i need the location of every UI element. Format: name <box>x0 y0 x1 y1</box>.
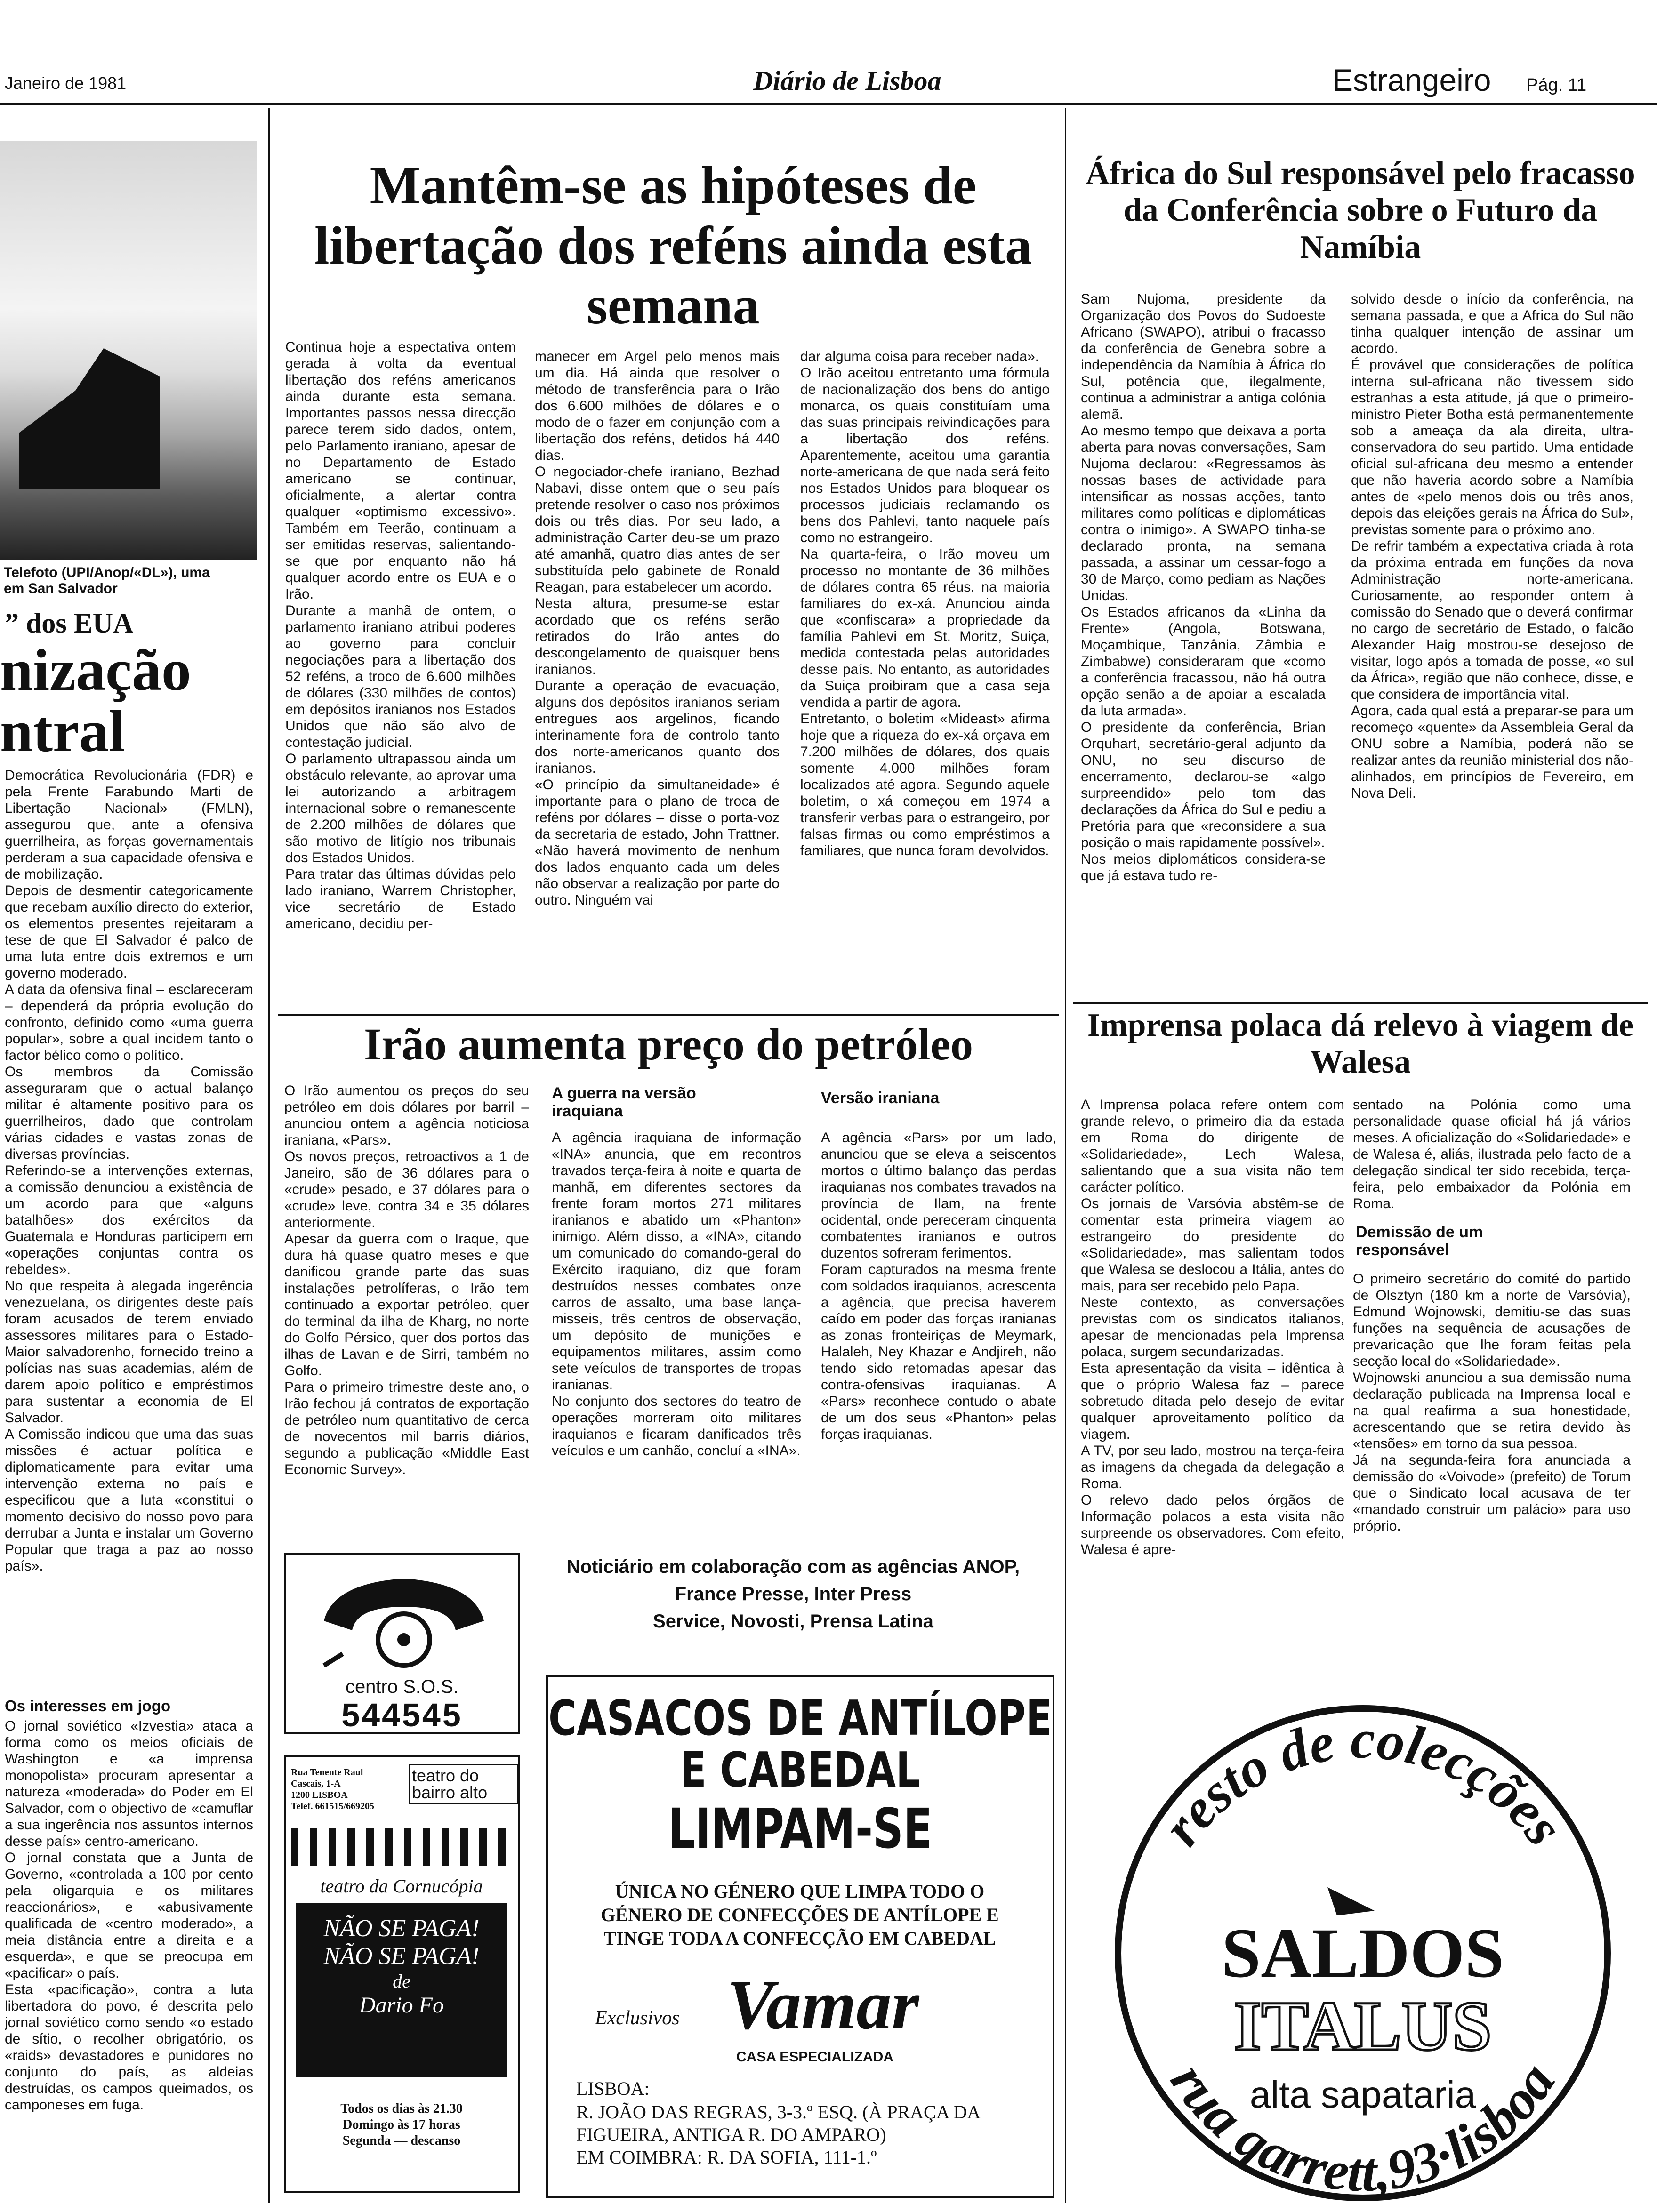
vamar-line-3: LIMPAM-SE <box>668 1797 933 1861</box>
page-number: Pág. 11 <box>1526 75 1587 95</box>
italus-saldos: SALDOS <box>1221 1914 1504 1992</box>
column-rule <box>1065 108 1066 2203</box>
italus-ad <box>1083 1704 1643 2203</box>
svg-text:resto de colecções <box>1150 1708 1575 1857</box>
vamar-body: ÚNICA NO GÉNERO QUE LIMPA TODO O GÉNERO DE CONFECÇÕES DE ANTÍLOPE E TINGE TODA A CONFECÇÃO EM CABEDAL <box>601 1881 999 1949</box>
play-by: de <box>393 1971 410 1992</box>
photo-figure <box>19 348 160 489</box>
vamar-exclusivos: Exclusivos <box>595 2007 680 2029</box>
news-photo <box>0 141 257 560</box>
petroleo-column-3: A agência «Pars» por um lado, anunciou que se eleva a seiscentos mortos o último balanço das perdas iraquianas nos combates travados na província de Ilam, na frente ocidental, onde pereceram cinquenta combatentes iranianos e outros duzentos sofreram ferimentos. Foram capturados na mesma frente com soldados iraquianos, acrescenta a agência, que precisa haverem caído em poder das forças iranianas as zonas fronteiriças de Meymark, Halaleh, Ney Khazar e Andjireh, não tendo sido retomadas apesar das contra-ofensivas iraquianas. A «Pars» reconhece contudo o abate de um dos seus «Phanton» pelas forças iraquianas. <box>821 1130 1056 1442</box>
walesa-column-2: sentado na Polónia como uma personalidade quase oficial há já vários meses. A oficialização do «Solidariedade» e de Walesa é, aliás, ilustrada pelo facto de a delegação sindical ter sido recebida, terça-feira, pelo embaixador da Polónia em Roma. <box>1353 1097 1631 1211</box>
walesa-headline: Imprensa polaca dá relevo à viagem de Walesa <box>1087 1007 1634 1081</box>
petroleo-subhead-2: A guerra na versão iraquiana <box>552 1084 696 1120</box>
sos-name: centro S.O.S. <box>345 1676 459 1697</box>
arrow-icon <box>1327 1887 1375 1915</box>
vamar-casa: CASA ESPECIALIZADA <box>736 2049 893 2065</box>
left-subhead: Os interesses em jogo <box>5 1697 171 1715</box>
vamar-address: R. JOÃO DAS REGRAS, 3-3.º ESQ. (À PRAÇA DA FIGUEIRA, ANTIGA R. DO AMPARO) EM COIMBRA: R. DA SOFIA, 111-1.º <box>576 2101 980 2168</box>
petroleo-column-2: A agência iraquiana de informação «INA» anuncia, que em recontros travados terça-feira à noite e quarta de manhã, em diferentes sectores da frente foram mortos 271 militares iranianos e abatido um «Phanton» inimigo. Além disso, a «INA», citando um comunicado do comando-geral do Exército iraquiano, diz que foram destruídos nesses combates onze carros de assalto, uma base lança-misseis, três centros de observação, um depósito de munições e equipamentos militares, assim como sete veículos de transportes de tropas iranianas. No conjunto dos sectores do teatro de operações morreram oito militares iraquianos e ficaram danificados três veículos e um canhão, concluí a «INA». <box>552 1130 801 1459</box>
theatre-address: Rua Tenente Raul Cascais, 1-A 1200 LISBOA Telef. 661515/669205 <box>291 1767 375 1811</box>
credit-line-3: Service, Novosti, Prensa Latina <box>653 1611 933 1632</box>
sos-phone: 544545 <box>341 1697 463 1733</box>
walesa-column-1: A Imprensa polaca refere ontem com grande relevo, o primeiro dia da estada em Roma do dirigente de «Solidariedade», Lech Walesa, salientando que a sua visita não tem carácter político. Os jornais de Varsóvia abstêm-se de comentar esta primeira viagem ao estrangeiro do presidente do «Solidariedade», mas salientam todos que Walesa se deslocou a Itália, antes do mais, para ser recebido pelo Papa. Neste contexto, as conversações previstas com os sindicatos italianos, apesar de mencionadas pela Imprensa polaca, surgem secundarizadas. Esta apresentação da visita – idêntica à que o próprio Walesa faz – parece sobretudo ditada pelo desejo de evitar qualquer aproveitamento político da viagem. A TV, por seu lado, mostrou na terça-feira as imagens da chegada da delegação a Roma. O relevo dado pelos órgãos de Informação polacos a esta visita não surpreende os observadores. Com efeito, Walesa é apre- <box>1081 1097 1344 1557</box>
play-poster <box>296 1903 507 2077</box>
theatre-ad <box>284 1755 520 2193</box>
left-kicker: ” dos EUA <box>5 608 134 639</box>
play-title-1: NÃO SE PAGA! <box>323 1915 480 1942</box>
petroleo-column-1: O Irão aumentou os preços do seu petróleo em dois dólares por barril – anunciou ontem a agência noticiosa iraniana, «Pars». Os novos preços, retroactivos a 1 de Janeiro, são de 36 dólares para o «crude» pesado, e 37 dólares para o «crude» leve, contra 34 e 35 dólares anteriormente. Apesar da guerra com o Iraque, que dura há quase quatro meses e que danificou grande parte das suas instalações petrolíferas, o Irão tem continuado a exportar petróleo, quer do terminal da ilha de Kharg, no norte do Golfo Pérsico, quer dos portos das ilhas de Lavan e de Sirri, também no Golfo. Para o primeiro trimestre deste ano, o Irão fechou já contratos de exportação de petróleo num quantitativo de cerca de novecentos mil barris diários, segundo a publicação «Middle East Economic Survey». <box>284 1083 529 1477</box>
vamar-ad <box>546 1675 1054 2198</box>
refens-column-2: manecer em Argel pelo menos mais um dia. Há ainda que resolver o método de transferência para o Irão dos 6.600 milhões de dólares e o modo de o fazer em conjunção com a libertação dos reféns, detidos há 440 dias. O negociador-chefe iraniano, Bezhad Nabavi, disse ontem que o seu país pretende resolver o caso nos próximos dois ou três dias. Por seu lado, a administração Carter deu-se um prazo até amanhã, quatro dias antes de ser substituída pelo gabinete de Ronald Reagan, para estabelecer um acordo. Nesta altura, presume-se estar acordado que os reféns serão retirados do Irão antes do descongelamento de quaisquer bens iranianos. Durante a operação de evacuação, alguns dos depósitos iranianos seriam entregues aos argelinos, ficando interinamente fora de controlo tanto dos norte-americanos quanto dos iranianos. «O princípio da simultaneidade» é importante para o plano de troca de reféns por dólares – disse o porta-voz da secretaria de estado, John Trattner. «Não haverá movimento de nenhum dos lados enquanto cada um deles não observar a realização por parte do outro. Ninguém vai <box>535 349 780 908</box>
photo-caption: Telefoto (UPI/Anop/«DL»), uma em San Salvador <box>4 565 210 596</box>
theatre-hours: Todos os dias às 21.30 Domingo às 17 horas Segunda — descanso <box>340 2101 463 2148</box>
vamar-lisboa: LISBOA: <box>576 2078 650 2099</box>
italus-name: ITALUS <box>1234 1987 1492 2065</box>
theatre-logo: teatro do bairro alto <box>409 1764 519 1804</box>
petroleo-headline: Irão aumenta preço do petróleo <box>363 1019 973 1069</box>
section-title: Estrangeiro <box>1332 63 1491 97</box>
credit-line-1: Noticiário em colaboração com as agências ANOP, <box>566 1556 1020 1577</box>
italus-subtitle: alta sapataria <box>1249 2074 1476 2116</box>
news-agencies-credit <box>537 1553 1050 1635</box>
section-rule <box>1073 1002 1648 1004</box>
left-article-text-2: O jornal soviético «Izvestia» ataca a forma como os meios oficiais de Washington e «a imprensa monopolista» procuram apresentar a natureza «moderada» do Poder em El Salvador, com o objectivo de «camuflar a sua ingerência nos assuntos internos desse país» centro-americano. O jornal constata que a Junta de Governo, «controlada a 100 por cento pela oligarquia e os militares reaccionários», e «abusivamente qualificada de «centro moderado», a meia distância entre a direita e a esquerda», e que se preocupa em «pacificar» o país. Esta «pacificação», contra a luta libertadora do povo, é descrita pelo jornal soviético como sendo «o estado de sítio, o recolher obrigatório, os «raids» devastadores e punidores no conjunto do país, as aldeias destruídas, os campos queimados, os camponeses em fuga. <box>5 1718 253 2113</box>
column-rule <box>268 108 270 2203</box>
left-article-text: Democrática Revolucionária (FDR) e pela Frente Farabundo Marti de Libertação Nacional» (FMLN), assegurou que, ante a ofensiva guerrilheira, as forças governamentais perderam a sua capacidade ofensiva e de mobilização. Depois de desmentir categoricamente que recebam auxílio directo do exterior, os elementos presentes rejeitaram a tese de que El Salvador é palco de uma luta entre dois extremos e um governo moderado. A data da ofensiva final – esclareceram – dependerá da própria evolução do confronto, definido como «uma guerra popular», sobre a qual incidem tanto o factor bélico como o político. Os membros da Comissão asseguraram que o actual balanço militar é altamente positivo para os guerrilheiros, dado que controlam várias cidades e vastas zonas de diversas províncias. Referindo-se a intervenções externas, a comissão denunciou a existência de um acordo para que «alguns batalhões» dos exércitos da Guatemala e Honduras participem em «operações conjuntas contra os rebeldes». No que respeita à alegada ingerência venezuelana, os dirigentes deste país foram acusados de terem enviado assessores militares para o Estado-Maior salvadorenho, fornecido treino a polícias nas suas academias, além de darem apoio político e empréstimos para sustentar a economia de El Salvador. A Comissão indicou que uma das suas missões é actuar política e diplomaticamente para evitar uma intervenção externa no país e especificou que a luta «constitui o momento decisivo do nosso povo para derrubar a Junta e instalar um Governo Popular que traga a paz ao nosso país». <box>5 768 253 1574</box>
theatre-company: teatro da Cornucópia <box>320 1875 483 1897</box>
vamar-line-1: CASACOS DE ANTÍLOPE <box>548 1691 1052 1747</box>
left-headline-2: ntral <box>0 699 125 764</box>
refens-column-3: dar alguma coisa para receber nada». O Irão aceitou entretanto uma fórmula de nacionalização dos bens do antigo monarca, os quais constituíam uma das suas principais reivindicações para a libertação dos reféns. Aparentemente, aceitou uma garantia norte-americana de que nada será feito nos Estados Unidos para bloquear os processos judiciais reclamando os bens dos Pahlevi, tanto naquele país como no estrangeiro. Na quarta-feira, o Irão moveu um processo no montante de 36 milhões de dólares contra 65 réus, na maioria familiares do ex-xá. Anunciou ainda que «confiscara» a propriedade da família Pahlevi em St. Moritz, Suiça, medida contestada pelas autoridades desse país. No entanto, as autoridades da Suiça proibiram que a casa seja vendida a partir de agora. Entretanto, o boletim «Mideast» afirma hoje que a riqueza do ex-xá orçava em 7.200 milhões de dólares, dos quais somente 4.000 milhões foram localizados até agora. Segundo aquele boletim, o xá começou em 1974 a transferir verbas para o estrangeiro, por falsas firmas ou como empréstimos a familiares, que nunca foram devolvidos. <box>800 349 1050 858</box>
vamar-line-2: E CABEDAL <box>680 1742 921 1798</box>
walesa-subhead: Demissão de um responsável <box>1356 1223 1483 1259</box>
telephone-icon <box>314 1564 493 1673</box>
vamar-logo: Vamar <box>727 1966 919 2044</box>
namibia-headline: África do Sul responsável pelo fracasso da Conferência sobre o Futuro da Namíbia <box>1086 155 1635 265</box>
theatre-figures <box>291 1828 512 1866</box>
header-date: Janeiro de 1981 <box>5 73 127 93</box>
refens-column-1: Continua hoje a espectativa ontem gerada à volta da eventual libertação dos reféns americanos ainda durante esta semana. Importantes passos nessa direcção parece terem sido dados, ontem, pelo Parlamento iraniano, apesar de no Departamento de Estado americano se continuar, oficialmente, a alertar contra qualquer «optimismo excessivo». Também em Teerão, continuam a ser emitidas reservas, salientando-se que por enquanto não há qualquer acordo entre os EUA e o Irão. Durante a manhã de ontem, o parlamento iraniano atribui poderes ao governo para concluir negociações para a libertação dos 52 reféns, a troco de 6.600 milhões de dólares (330 milhões de contos) em depósitos iranianos nos Estados Unidos que não são alvo de contestação judicial. O parlamento ultrapassou ainda um obstáculo relevante, ao aprovar uma lei autorizando a arbitragem internacional sobre o remanescente de 2.200 milhões de dólares que são motivo de litígio nos tribunais dos Estados Unidos. Para tratar das últimas dúvidas pelo lado iraniano, Warrem Christopher, vice secretário de Estado americano, decidiu per- <box>285 339 516 931</box>
masthead: Diário de Lisboa <box>753 65 941 96</box>
walesa-column-2b: O primeiro secretário do comité do partido de Olsztyn (180 km a norte de Varsóvia), Edmund Wojnowski, demitiu-se das suas funções na sequência de acusações de prevaricação que lhe foram feitas pela secção local do «Solidariedade». Wojnowski anunciou a sua demissão numa declaração publicada na Imprensa local e na qual reafirma a sua honestidade, acrescentando que se retira devido às «tensões» em torno da sua pessoa. Já na segunda-feira fora anunciada a demissão do «Voivode» (prefeito) de Torum que o Sindicato local acusava de ter «mandado construir um palácio» para uso próprio. <box>1353 1271 1631 1534</box>
italus-arc-bottom: rua garrett,93·lisboa <box>1158 2052 1567 2203</box>
credit-line-2: France Presse, Inter Press <box>675 1584 912 1604</box>
italus-arc-top: resto de colecções <box>1150 1708 1576 1857</box>
sos-ad <box>284 1553 520 1734</box>
left-headline-1: nização <box>0 638 191 703</box>
play-title-2: NÃO SE PAGA! <box>323 1943 480 1970</box>
namibia-column-2: solvido desde o início da conferência, na semana passada, e que a Africa do Sul não tinha qualquer intenção de assinar um acordo. É provável que considerações de política interna sul-africana não tivessem sido estranhas a esta atitude, já que o primeiro-ministro Pieter Botha está permanentemente sob a ameaça da ala direita, ultra-conservadora do seu partido. Uma entidade oficial sul-africana deu mesmo a entender que não haveria acordo sobre a Namíbia antes de «pelo menos dois ou três anos, depois das eleições gerais na África do Sul», previstas somente para o próximo ano. De refrir também a expectativa criada à rota da próxima entrada em funções da nova Administração norte-americana. Curiosamente, ao responder ontem à comissão do Senado que o deverá confirmar no cargo de secretário de Estado, o falcão Alexander Haig mostrou-se desejoso de visitar, logo após a tomada de posse, «o sul da África», região que não conhece, disse, e que considera de importância vital. Agora, cada qual está a preparar-se para um recomeço «quente» da Assembleia Geral da ONU sobre a Namíbia, poderá não se realizar antes da reunião ministerial dos não-alinhados, em princípios de Fevereiro, em Nova Deli. <box>1351 291 1633 801</box>
play-author: Dario Fo <box>359 1993 444 2018</box>
refens-headline: Mantêm-se as hipóteses de libertação dos reféns ainda esta semana <box>314 155 1032 336</box>
header-rule <box>0 103 1657 105</box>
section-rule <box>278 1014 1059 1016</box>
petroleo-subhead-3: Versão iraniana <box>821 1089 940 1107</box>
namibia-column-1: Sam Nujoma, presidente da Organização dos Povos do Sudoeste Africano (SWAPO), atribui o fracasso da conferência de Genebra sobre a independência da Namíbia à África do Sul, potência que, ilegalmente, continua a administrar a antiga colónia alemã. Ao mesmo tempo que deixava a porta aberta para novas conversações, Sam Nujoma declarou: «Regressamos às nossas bases de actividade para intensificar as nossas acções, tanto militares como políticas e diplomáticas contra o inimigo». A SWAPO tinha-se declarado pronta, na semana passada, a assinar um cessar-fogo a 30 de Março, como pediam as Nações Unidas. Os Estados africanos da «Linha da Frente» (Angola, Botswana, Moçambique, Tanzânia, Zâmbia e Zimbabwe) consideraram que «como a conferência fracassou, não há outra opção senão a de apoiar a escalada da luta armada». O presidente da conferência, Brian Orquhart, secretário-geral adjunto da ONU, no seu discurso de encerramento, declarou-se «algo surpreendido» pelo tom das declarações da África do Sul e pediu a Pretória para que «reconsidere a sua posição o mais rapidamente possível». Nos meios diplomáticos considera-se que já estava tudo re- <box>1081 291 1326 883</box>
